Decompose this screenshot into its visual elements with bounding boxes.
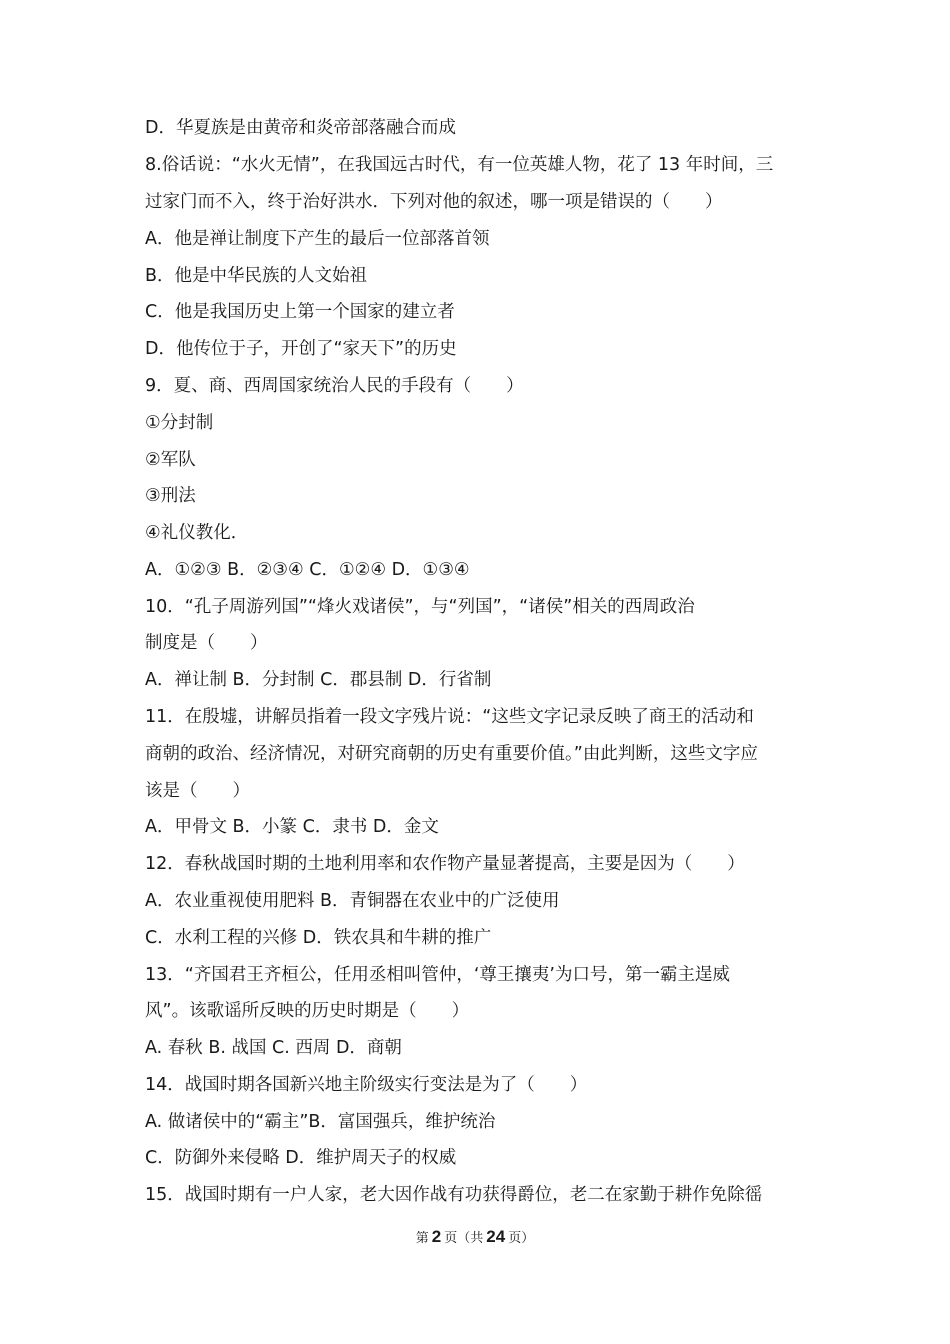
text-line: 风”。该歌谣所反映的历史时期是（ ）	[145, 1001, 470, 1021]
text-line: ④礼仪教化．	[145, 523, 249, 543]
footer-suffix: 页）	[508, 1231, 535, 1246]
text-line: A．禅让制 B．分封制 C．郡县制 D．行省制	[145, 670, 492, 690]
page-number: 2	[431, 1227, 442, 1246]
text-line: 商朝的政治、经济情况，对研究商朝的历史有重要价值。”由此判断，这些文字应	[145, 744, 758, 764]
text-line: 该是（ ）	[145, 781, 250, 801]
text-line: A．甲骨文 B．小篆 C．隶书 D．金文	[145, 817, 439, 837]
text-line: A. 做诸侯中的“霸主”B．富国强兵，维护统治	[145, 1112, 496, 1132]
total-pages: 24	[486, 1227, 506, 1246]
text-line: ①分封制	[145, 413, 214, 433]
text-line: 14．战国时期各国新兴地主阶级实行变法是为了（ ）	[145, 1075, 588, 1095]
text-line: 11．在殷墟，讲解员指着一段文字残片说：“这些文字记录反映了商王的活动和	[145, 707, 754, 727]
page-footer	[0, 1225, 950, 1251]
text-line: ②军队	[145, 450, 196, 470]
text-line: 13．“齐国君王齐桓公，任用丞相叫管仲，‘尊王攘夷’为口号，第一霸主逞威	[145, 965, 730, 985]
text-line: 10．“孔子周游列国”“烽火戏诸侯”，与“列国”，“诸侯”相关的西周政治	[145, 597, 695, 617]
text-line: C．水利工程的兴修 D．铁农具和牛耕的推广	[145, 928, 492, 948]
text-line: A．农业重视使用肥料 B．青铜器在农业中的广泛使用	[145, 891, 560, 911]
text-line: A．①②③ B．②③④ C．①②④ D．①③④	[145, 560, 470, 580]
footer-middle: 页（共	[444, 1231, 484, 1246]
text-line: 8.俗话说：“水火无情”，在我国远古时代，有一位英雄人物，花了 13 年时间，三	[145, 155, 774, 175]
text-line: D．华夏族是由黄帝和炎帝部落融合而成	[145, 118, 456, 138]
text-line: B．他是中华民族的人文始祖	[145, 266, 368, 286]
text-line: A．他是禅让制度下产生的最后一位部落首领	[145, 229, 490, 249]
text-line: 15．战国时期有一户人家，老大因作战有功获得爵位，老二在家勤于耕作免除徭	[145, 1185, 763, 1205]
text-line: C．防御外来侵略 D．维护周天子的权威	[145, 1148, 457, 1168]
text-line: 12．春秋战国时期的土地利用率和农作物产量显著提高，主要是因为（ ）	[145, 854, 745, 874]
text-line: 制度是（ ）	[145, 633, 268, 653]
footer-prefix: 第	[415, 1231, 429, 1246]
text-line: 9．夏、商、西周国家统治人民的手段有（ ）	[145, 376, 524, 396]
text-line: C．他是我国历史上第一个国家的建立者	[145, 302, 455, 322]
text-line: ③刑法	[145, 486, 196, 506]
text-line: 过家门而不入，终于治好洪水．下列对他的叙述，哪一项是错误的（ ）	[145, 192, 723, 212]
text-line: D．他传位于子，开创了“家天下”的历史	[145, 339, 457, 359]
text-line: A. 春秋 B. 战国 C. 西周 D．商朝	[145, 1038, 402, 1058]
